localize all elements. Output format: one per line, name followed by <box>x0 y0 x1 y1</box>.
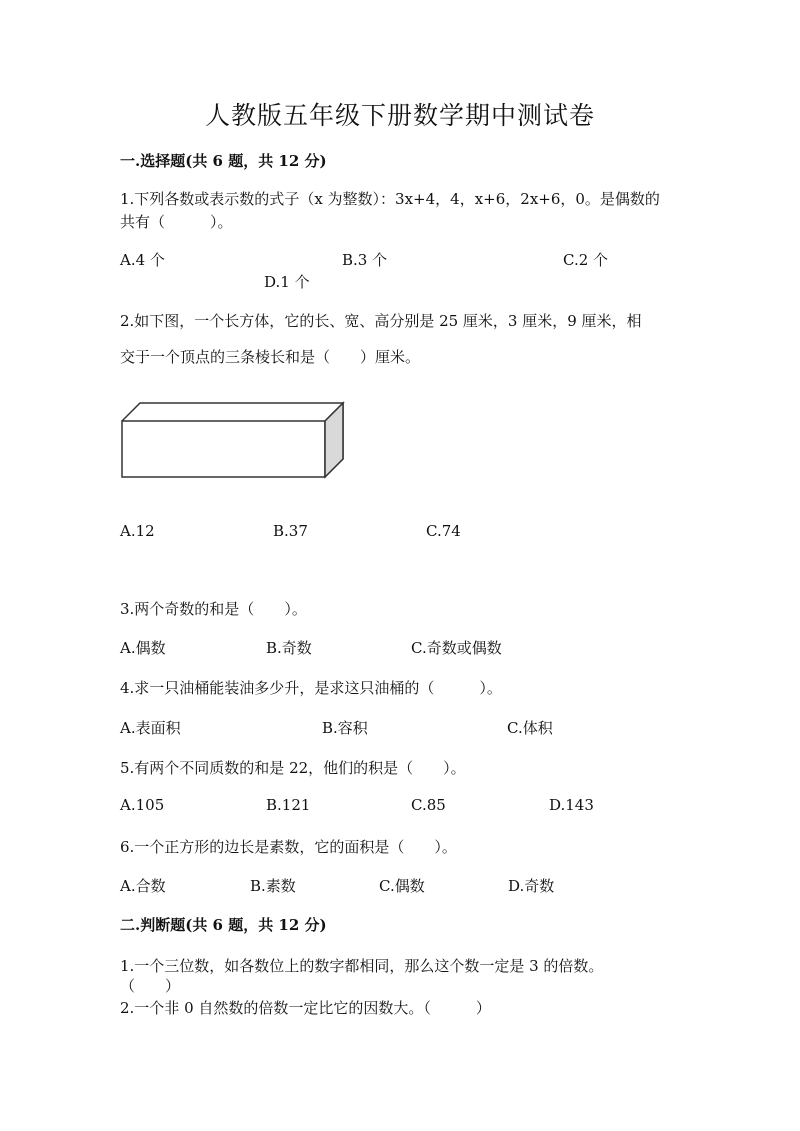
cuboid-top-face <box>122 403 343 421</box>
question-3-text: 3.两个奇数的和是（ ）。 <box>120 600 307 618</box>
q2-option-c: C.74 <box>426 522 461 540</box>
q6-option-d: D.奇数 <box>508 877 555 895</box>
cuboid-diagram <box>118 400 348 482</box>
q1-option-c: C.2 个 <box>563 251 609 269</box>
q5-option-a: A.105 <box>120 796 165 814</box>
judge-question-1-text-cont: （ ） <box>120 977 181 995</box>
q1-option-a: A.4 个 <box>120 251 165 269</box>
question-2-text-cont: 交于一个顶点的三条棱长和是（ ）厘米。 <box>120 348 421 366</box>
q3-option-a: A.偶数 <box>120 639 166 657</box>
section-heading-judge: 二.判断题(共 6 题，共 12 分) <box>120 916 327 934</box>
q3-option-b: B.奇数 <box>266 639 312 657</box>
judge-question-1-text: 1.一个三位数，如各数位上的数字都相同，那么这个数一定是 3 的倍数。 <box>120 957 604 975</box>
q4-option-b: B.容积 <box>322 719 368 737</box>
q5-option-c: C.85 <box>411 796 446 814</box>
cuboid-front-face <box>122 421 325 477</box>
judge-question-2-text: 2.一个非 0 自然数的倍数一定比它的因数大。（ ） <box>120 999 491 1017</box>
question-5-text: 5.有两个不同质数的和是 22，他们的积是（ ）。 <box>120 759 466 777</box>
question-6-text: 6.一个正方形的边长是素数，它的面积是（ ）。 <box>120 838 457 856</box>
question-1-text-cont: 共有（ ）。 <box>120 213 233 231</box>
question-1-text: 1.下列各数或表示数的式子（x 为整数）：3x+4，4，x+6，2x+6，0。是偶数的 <box>120 190 660 208</box>
q2-option-a: A.12 <box>120 522 155 540</box>
q3-option-c: C.奇数或偶数 <box>411 639 502 657</box>
q4-option-a: A.表面积 <box>120 719 181 737</box>
q6-option-c: C.偶数 <box>379 877 425 895</box>
q6-option-a: A.合数 <box>120 877 166 895</box>
q5-option-d: D.143 <box>549 796 594 814</box>
q6-option-b: B.素数 <box>250 877 296 895</box>
q1-option-d: D.1 个 <box>264 273 310 291</box>
q2-option-b: B.37 <box>273 522 308 540</box>
q5-option-b: B.121 <box>266 796 311 814</box>
q4-option-c: C.体积 <box>507 719 553 737</box>
page-title: 人教版五年级下册数学期中测试卷 <box>204 101 595 130</box>
q1-option-b: B.3 个 <box>342 251 388 269</box>
question-4-text: 4.求一只油桶能装油多少升，是求这只油桶的（ ）。 <box>120 679 502 697</box>
question-2-text: 2.如下图，一个长方体，它的长、宽、高分别是 25 厘米，3 厘米，9 厘米，相 <box>120 312 642 330</box>
section-heading-choice: 一.选择题(共 6 题，共 12 分) <box>120 152 327 170</box>
